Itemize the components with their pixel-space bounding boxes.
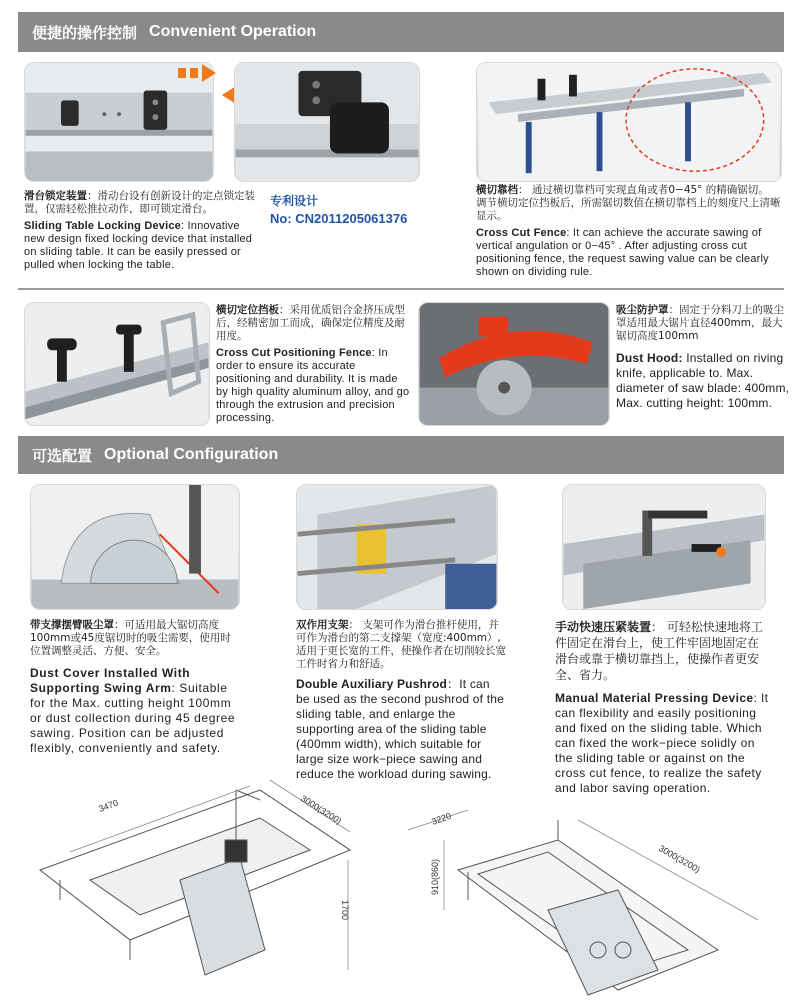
positioning-fence-illustration xyxy=(25,303,209,425)
dust-cover-cn-paragraph xyxy=(30,619,240,658)
pushrod-desc-en: ：It can be used as the second pushrod of the sliding table, and enlarge the supporting area of the sliding table (400mm width), which suitable for large size work−piece sawing and reduce the workload during sawing. xyxy=(296,677,505,781)
technical-drawing-left xyxy=(30,770,360,1000)
pressing-device-photo xyxy=(562,484,766,610)
dim-right-2: 910(860) xyxy=(430,858,440,895)
sliding-lock-title-en: Sliding Table Locking Device xyxy=(24,220,181,232)
dust-hood-text xyxy=(616,304,790,411)
cross-cut-fence-desc-cn: ： 通过横切靠档可实现直角或者0−45° 的精确锯切。 调节横切定位挡板后，所需锯切数值在横切靠档上的刻度尺上清晰显示。 xyxy=(476,184,781,222)
section2-title-en: Optional Configuration xyxy=(104,446,279,463)
dust-cover-photo xyxy=(30,484,240,610)
pressing-title-en: Manual Material Pressing Device xyxy=(555,691,754,705)
dust-hood-desc-en: Installed on riving knife, applicable to. Max. diameter of saw blade: 400mm, Max. cutting height: 100mm. xyxy=(616,351,790,410)
sliding-lock-title-cn: 滑台锁定装置 xyxy=(24,190,87,202)
pushrod-title-cn: 双作用支架 xyxy=(296,619,349,631)
positioning-fence-cn-paragraph xyxy=(216,304,411,343)
sliding-lock-text xyxy=(24,190,262,272)
cross-cut-fence-title-cn: 横切靠档 xyxy=(476,184,518,196)
pushrod-photo xyxy=(296,484,498,610)
positioning-fence-photo xyxy=(24,302,210,426)
dust-cover-title-en: Dust Cover Installed With Supporting Swing Arm xyxy=(30,666,191,695)
section-header-convenient xyxy=(18,12,784,52)
dust-cover-desc-en: : Suitable for the Max. cutting height 100mm or dust collection during 45 degree sawing. Position can be adjusted flexibly, conveniently and safety. xyxy=(30,681,236,755)
pushrod-cn-paragraph xyxy=(296,619,506,671)
cross-cut-fence-en-paragraph xyxy=(476,227,782,279)
cross-cut-fence-text xyxy=(476,184,782,279)
cross-cut-fence-cn-paragraph xyxy=(476,184,782,223)
dust-hood-cn-paragraph xyxy=(616,304,790,343)
pushrod-text xyxy=(296,619,506,782)
section-divider xyxy=(18,288,784,290)
dust-cover-desc-cn: ：可适用最大锯切高度100mm或45度锯切时的吸尘需要，使用时位置调整灵活、方便、安全。 xyxy=(30,619,231,657)
positioning-fence-desc-en: : In order to ensure its accurate positioning and durability. It is made by high quality aluminum alloy, and go through the extrusion and precision processing. xyxy=(216,347,410,424)
patent-block xyxy=(270,192,407,226)
dust-cover-text xyxy=(30,619,240,756)
pressing-cn-paragraph xyxy=(555,619,770,683)
pushrod-desc-cn: ： 支架可作为滑台推杆使用，并可作为滑台的第二支撑架（宽度:400mm）,适用于更长宽的工件，使操作者在切削较长宽工件时省力和舒适。 xyxy=(296,619,506,670)
pressing-desc-en: : It can flexibility and easily positioning and fixed on the sliding table. Which can fixed the work−piece solidly on the sliding table or against on the cross cut fence, to realize the safety and labor saving operation. xyxy=(555,691,769,795)
sliding-lock-photo-zoom xyxy=(234,62,420,182)
technical-drawing-right xyxy=(388,800,788,1000)
patent-label: 专利设计 xyxy=(270,194,319,208)
pressing-en-paragraph xyxy=(555,691,770,796)
sliding-lock-en-paragraph xyxy=(24,220,262,272)
sliding-lock-cn-paragraph xyxy=(24,190,262,216)
pressing-desc-cn: ： 可轻松快速地将工件固定在滑台上，使工件牢固地固定在滑台或靠于横切靠挡上，使操作者更安全、省力。 xyxy=(555,620,763,682)
dim-left-2: 3000(3200) xyxy=(298,793,344,827)
pressing-device-illustration xyxy=(563,485,765,609)
section-title-cn: 便捷的操作控制 xyxy=(32,23,138,42)
cross-cut-fence-photo xyxy=(476,62,782,182)
dim-right-3: 3000(3200) xyxy=(657,843,702,875)
dust-hood-desc-cn: ：固定于分料刀上的吸尘罩适用最大锯片直径400mm，最大锯切高度100mm xyxy=(616,304,784,342)
dust-hood-illustration xyxy=(419,303,609,425)
pressing-text xyxy=(555,619,770,796)
cross-cut-fence-desc-en: : It can achieve the accurate sawing of vertical angulation or 0−45° . After adjusting cross cut positioning fence, the request sawing value can be clearly shown on dividing rule. xyxy=(476,227,769,278)
patent-number: No: CN2011205061376 xyxy=(270,211,408,226)
dim-left-1: 3470 xyxy=(97,797,120,814)
positioning-fence-en-paragraph xyxy=(216,347,411,425)
sliding-lock-desc-cn: ：滑动台设有创新设计的定点锁定装置，仅需轻松推拉动作，即可锁定滑台。 xyxy=(24,190,255,215)
dust-cover-en-paragraph xyxy=(30,666,240,756)
dim-left-3: 1700 xyxy=(340,900,350,921)
cross-cut-fence-illustration xyxy=(477,63,781,181)
section-header-optional xyxy=(18,436,784,474)
section2-title-cn: 可选配置 xyxy=(32,446,93,465)
dust-cover-illustration xyxy=(31,485,239,609)
section-title-en: Convenient Operation xyxy=(149,23,317,40)
pushrod-title-en: Double Auxiliary Pushrod xyxy=(296,677,448,691)
positioning-fence-title-en: Cross Cut Positioning Fence xyxy=(216,347,372,359)
pushrod-en-paragraph xyxy=(296,677,506,782)
dust-cover-title-cn: 带支撑摆臂吸尘罩 xyxy=(30,619,114,631)
positioning-fence-title-cn: 横切定位挡板 xyxy=(216,304,279,316)
dust-hood-title-en: Dust Hood: xyxy=(616,351,683,365)
dust-hood-en-paragraph xyxy=(616,351,790,411)
sliding-lock-zoom-illustration xyxy=(235,63,419,181)
cross-cut-fence-title-en: Cross Cut Fence xyxy=(476,227,567,239)
positioning-fence-desc-cn: ：采用优质铝合金挤压成型后，经精密加工而成，确保定位精度及耐用度。 xyxy=(216,304,405,342)
pushrod-illustration xyxy=(297,485,497,609)
dust-hood-title-cn: 吸尘防护罩 xyxy=(616,304,669,316)
positioning-fence-text xyxy=(216,304,411,425)
dust-hood-photo xyxy=(418,302,610,426)
dim-right-1: 3220 xyxy=(430,810,453,827)
sliding-lock-desc-en: : Innovative new design fixed locking device that installed on sliding table. It can be easily pressed or pulled when locking the table. xyxy=(24,220,253,271)
pressing-title-cn: 手动快速压紧装置 xyxy=(555,620,652,634)
